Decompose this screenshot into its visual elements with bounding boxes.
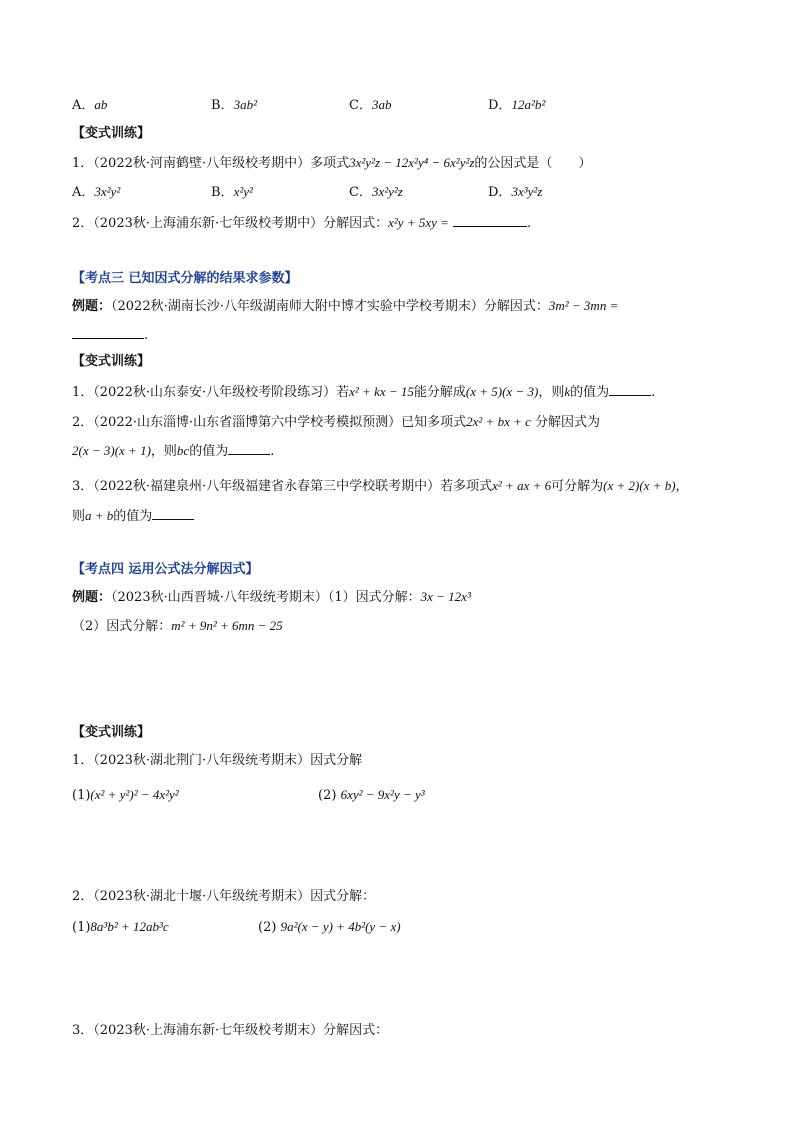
- option-a: [72, 96, 107, 115]
- part-label: (1): [72, 788, 91, 803]
- math-expression: (x + 5)(x − 3): [465, 384, 539, 399]
- option-value: 3x³y²z: [511, 184, 543, 199]
- question-text: 2．（2023秋·上海浦东新·七年级校考期中）分解因式：: [72, 216, 389, 231]
- option-b: [211, 96, 257, 115]
- math-variable: a + b: [85, 508, 114, 523]
- math-variable: k: [564, 384, 571, 399]
- question-text: （2022秋·湖南长沙·八年级湖南师大附中博才实验中学校考期末）分解因式：: [111, 299, 549, 314]
- question-2-line-2: [72, 442, 274, 461]
- question-text: 的值为: [570, 385, 610, 400]
- question-text: 3．（2022秋·福建泉州·八年级福建省永春第三中学校联考期中）若多项式: [72, 479, 493, 494]
- question-text: 则: [72, 509, 86, 524]
- question-text: （2023秋·山西晋城·八年级统考期末）（1）因式分解：: [111, 590, 421, 605]
- option-a: [72, 183, 120, 202]
- question-text: 3．（2023秋·上海浦东新·七年级校考期末）分解因式：: [72, 1023, 389, 1038]
- question-1: [72, 383, 655, 402]
- option-letter: D．: [488, 98, 512, 113]
- question-text: 2．（2023秋·湖北十堰·八年级统考期末）因式分解：: [72, 889, 376, 904]
- question-text: .: [270, 444, 275, 459]
- question-text: 可分解为: [551, 479, 604, 494]
- question-2: [72, 214, 531, 233]
- math-expression: 2x² + bx + c: [466, 414, 531, 429]
- math-expression: x²y + 5xy =: [388, 215, 449, 230]
- math-expression: 8a³b² + 12ab³c: [90, 919, 169, 934]
- option-letter: C．: [349, 185, 372, 200]
- section-heading: 【考点三 已知因式分解的结果求参数】: [72, 271, 298, 286]
- question-1-part-1: [72, 786, 179, 805]
- question-1-part-2: [318, 786, 425, 805]
- answer-blank[interactable]: [228, 442, 270, 455]
- answer-blank[interactable]: [609, 383, 651, 396]
- question-1: [72, 752, 362, 770]
- question-text: 1．（2022秋·河南鹤壁·八年级校考期中）多项式: [72, 156, 350, 171]
- option-d: [488, 183, 542, 202]
- section-heading: 【考点四 运用公式法分解因式】: [72, 562, 259, 577]
- part-label: (2): [318, 788, 337, 803]
- math-expression: 3x²y²z − 12x²y⁴ − 6x²y²z: [349, 155, 475, 170]
- question-text: 1．（2022秋·山东泰安·八年级校考阶段练习）若: [72, 385, 350, 400]
- option-b: [211, 183, 253, 202]
- answer-blank[interactable]: [453, 214, 527, 227]
- option-letter: B．: [211, 98, 234, 113]
- variant-label: 【变式训练】: [72, 725, 151, 740]
- question-text: 的公因式是（ ）: [474, 156, 592, 171]
- option-c: [349, 96, 391, 115]
- math-expression: 3m² − 3mn =: [548, 298, 619, 313]
- example: [72, 588, 471, 607]
- question-2: [72, 888, 375, 906]
- example-answer-line: [72, 326, 148, 345]
- question-2: [72, 413, 600, 432]
- example-part-2: [72, 617, 283, 636]
- answer-blank[interactable]: [72, 326, 144, 339]
- math-expression: 9a²(x − y) + 4b²(y − x): [280, 919, 401, 934]
- option-value: 3x²y²: [94, 184, 121, 199]
- option-d: [488, 96, 545, 115]
- question-text: 1．（2023秋·湖北荆门·八年级统考期末）因式分解: [72, 753, 363, 768]
- question-text: ，: [675, 479, 689, 494]
- math-expression: x² + kx − 15: [349, 384, 414, 399]
- question-text: 能分解成: [413, 385, 466, 400]
- question-text: （2）因式分解：: [72, 619, 172, 634]
- question-text: 2．（2022·山东淄博·山东省淄博第六中学校考模拟预测）已知多项式: [72, 415, 467, 430]
- option-value: 3ab: [371, 97, 392, 112]
- option-letter: A．: [72, 98, 95, 113]
- question-text: .: [527, 216, 532, 231]
- option-value: 3x²y²z: [371, 184, 403, 199]
- question-2-part-1: [72, 918, 169, 937]
- question-2-part-2: [258, 918, 401, 937]
- math-variable: bc: [176, 443, 190, 458]
- example: [72, 297, 618, 316]
- example-label: 例题：: [72, 590, 112, 605]
- part-label: (2): [258, 920, 277, 935]
- math-expression: m² + 9n² + 6mn − 25: [171, 618, 283, 633]
- math-expression: 6xy² − 9x²y − y³: [340, 787, 425, 802]
- part-label: (1): [72, 920, 91, 935]
- math-expression: (x + 2)(x + b): [603, 478, 676, 493]
- question-text: .: [144, 328, 149, 343]
- question-3: [72, 1022, 388, 1040]
- option-value: x²y²: [233, 184, 253, 199]
- question-1: [72, 154, 591, 173]
- option-letter: C．: [349, 98, 372, 113]
- option-value: ab: [94, 97, 108, 112]
- question-3: [72, 477, 689, 496]
- question-text: 的值为: [113, 509, 153, 524]
- question-3-line-2: [72, 507, 194, 526]
- answer-blank[interactable]: [152, 507, 194, 520]
- question-text: 分解因式为: [535, 415, 601, 430]
- question-text: 的值为: [189, 444, 229, 459]
- question-text: .: [651, 385, 656, 400]
- option-letter: B．: [211, 185, 234, 200]
- question-text: ，则: [150, 444, 177, 459]
- question-text: ，则: [538, 385, 565, 400]
- option-letter: A．: [72, 185, 95, 200]
- math-expression: x² + ax + 6: [492, 478, 552, 493]
- math-expression: (x² + y²)² − 4x²y²: [90, 787, 179, 802]
- option-value: 3ab²: [233, 97, 257, 112]
- variant-label: 【变式训练】: [72, 126, 151, 141]
- math-expression: 3x − 12x³: [420, 589, 471, 604]
- example-label: 例题：: [72, 299, 112, 314]
- variant-label: 【变式训练】: [72, 354, 151, 369]
- math-expression: 2(x − 3)(x + 1): [72, 443, 151, 458]
- option-c: [349, 183, 403, 202]
- option-letter: D．: [488, 185, 512, 200]
- option-value: 12a²b²: [511, 97, 546, 112]
